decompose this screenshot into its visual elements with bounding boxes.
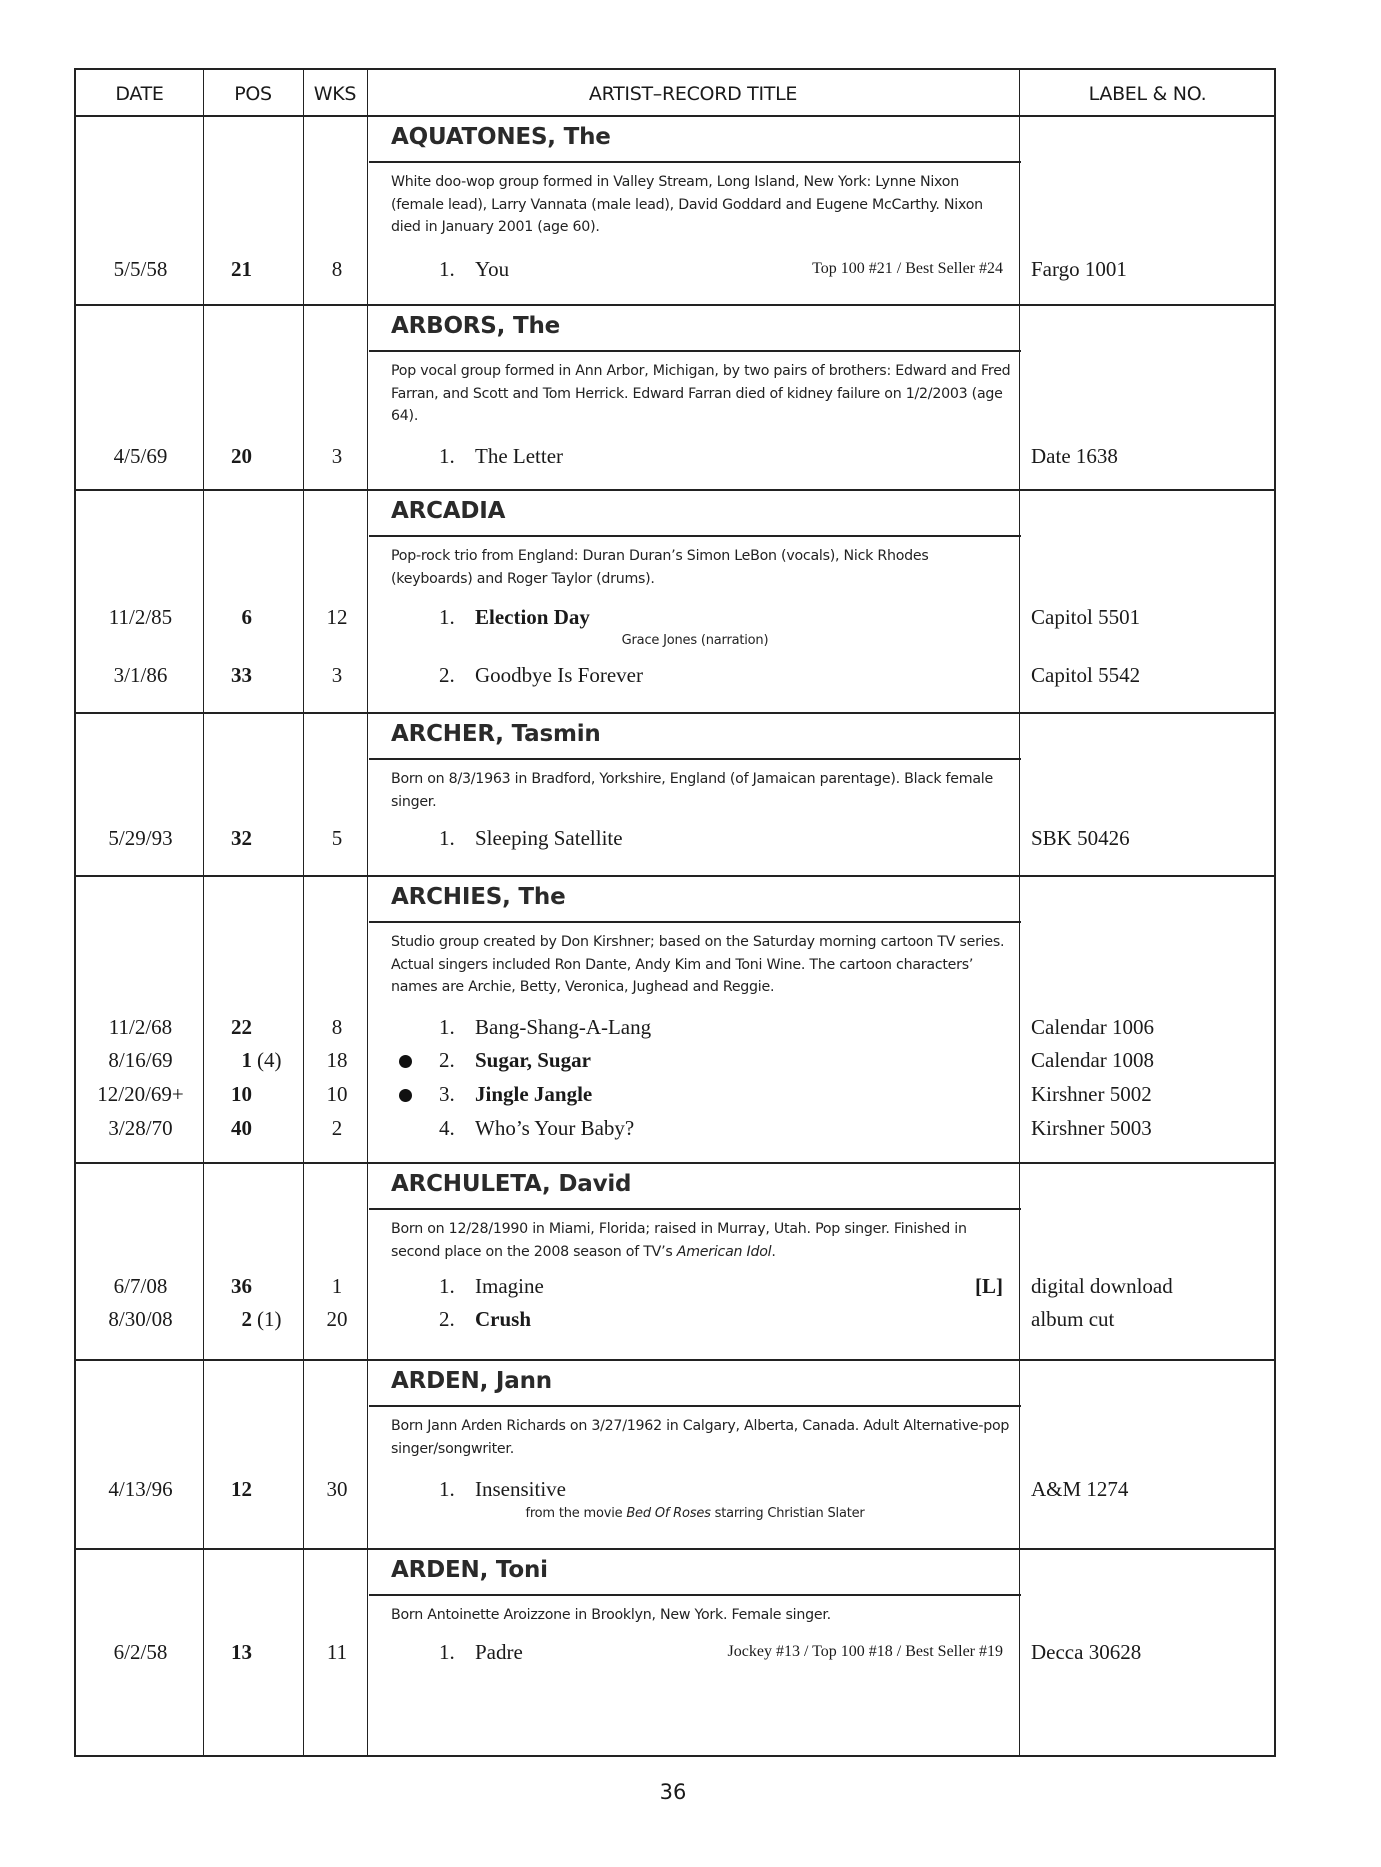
page-number: 36 xyxy=(659,1780,687,1804)
record-label: album cut xyxy=(1031,1307,1115,1331)
chart-date: 8/16/69 xyxy=(108,1048,173,1072)
column-header-label-no: LABEL & NO. xyxy=(1088,82,1207,105)
chart-date: 5/5/58 xyxy=(113,257,168,281)
artist-entry xyxy=(76,1164,1274,1359)
song-subnote: Grace Jones (narration) xyxy=(621,633,769,648)
peak-position xyxy=(205,824,305,852)
record-label: Kirshner 5003 xyxy=(1031,1116,1152,1140)
chart-note: Top 100 #21 / Best Seller #24 xyxy=(812,260,1003,277)
peak-position xyxy=(205,1046,305,1074)
chart-date: 8/30/08 xyxy=(108,1307,173,1331)
peak-position xyxy=(205,1013,305,1041)
weeks-charted: 2 xyxy=(331,1116,343,1140)
movie-title: Bed Of Roses xyxy=(626,1506,711,1521)
song-number: 1. xyxy=(439,1015,455,1039)
peak-position xyxy=(205,1114,305,1142)
peak-position xyxy=(205,1475,305,1503)
artist-header xyxy=(369,117,1021,163)
record-label: digital download xyxy=(1031,1274,1173,1298)
artist-bio: White doo-wop group formed in Valley Stream, Long Island, New York: Lynne Nixon (female lead), Larry Vannata (male lead), David Goddard and Eugene McCarthy. Nixon died in January 2001 (age 60). xyxy=(391,174,983,235)
artist-bio xyxy=(391,1218,1011,1263)
record-label: Fargo 1001 xyxy=(1031,257,1127,281)
chart-date: 11/2/85 xyxy=(108,605,173,629)
song-title: Sleeping Satellite xyxy=(475,826,623,850)
artist-bio: Pop vocal group formed in Ann Arbor, Michigan, by two pairs of brothers: Edward and Fred Farran, and Scott and Tom Herrick. Edward Farran died of kidney failure on 1/2/2003 (age 64). xyxy=(391,363,1011,424)
chart-date: 11/2/68 xyxy=(108,1015,173,1039)
record-label: Capitol 5542 xyxy=(1031,663,1141,687)
artist-bio: Studio group created by Don Kirshner; based on the Saturday morning cartoon TV series. Actual singers included Ron Dante, Andy Kim and Toni Wine. The cartoon characters’ names are Archie, Betty, Veronica, Jughead and Reggie. xyxy=(391,934,1005,995)
peak-position xyxy=(205,255,305,283)
position-value: 40 xyxy=(231,1116,252,1140)
peak-position xyxy=(205,661,305,689)
position-value: 20 xyxy=(231,444,252,468)
position-value: 32 xyxy=(231,826,252,850)
artist-bio: Born Jann Arden Richards on 3/27/1962 in Calgary, Alberta, Canada. Adult Alternative-pop singer/songwriter. xyxy=(391,1418,1010,1457)
weeks-charted: 12 xyxy=(326,605,348,629)
peak-position xyxy=(205,1638,305,1666)
artist-entry xyxy=(76,306,1274,489)
song-number: 1. xyxy=(439,1477,455,1501)
song-number: 1. xyxy=(439,826,455,850)
artist-header xyxy=(369,1361,1021,1407)
record-label: Decca 30628 xyxy=(1031,1640,1142,1664)
position-value: 12 xyxy=(231,1477,252,1501)
position-value: 22 xyxy=(231,1015,252,1039)
artist-header xyxy=(369,1164,1021,1210)
weeks-at-peak: (1) xyxy=(257,1307,282,1331)
song-title: Jingle Jangle xyxy=(475,1082,593,1106)
song-title: Padre xyxy=(475,1640,523,1664)
chart-date: 6/2/58 xyxy=(113,1640,168,1664)
artist-name: ARDEN, Toni xyxy=(391,1557,548,1583)
weeks-charted: 30 xyxy=(326,1477,348,1501)
position-value: 6 xyxy=(241,605,252,629)
song-number: 1. xyxy=(439,605,455,629)
song-title: The Letter xyxy=(475,444,564,468)
gold-record-bullet-icon xyxy=(399,1089,412,1102)
artist-entry xyxy=(76,117,1274,306)
artist-header xyxy=(369,714,1021,760)
weeks-charted: 5 xyxy=(331,826,343,850)
artist-bio: Born on 8/3/1963 in Bradford, Yorkshire, England (of Jamaican parentage). Black female singer. xyxy=(391,771,993,810)
artist-bio: Pop-rock trio from England: Duran Duran’s Simon LeBon (vocals), Nick Rhodes (keyboards) and Roger Taylor (drums). xyxy=(391,548,929,587)
chart-note: Jockey #13 / Top 100 #18 / Best Seller #19 xyxy=(727,1643,1003,1660)
song-title: Crush xyxy=(475,1307,532,1331)
position-value: 10 xyxy=(231,1082,252,1106)
artist-header xyxy=(369,877,1021,923)
column-header-pos: POS xyxy=(234,82,272,105)
artist-header xyxy=(369,306,1021,352)
artist-entry xyxy=(76,877,1274,1162)
artist-name: ARDEN, Jann xyxy=(391,1368,552,1394)
song-title: Who’s Your Baby? xyxy=(475,1116,635,1140)
chart-date: 3/1/86 xyxy=(113,663,168,687)
artist-entry xyxy=(76,1550,1274,1755)
gold-record-bullet-icon xyxy=(399,1055,412,1068)
weeks-charted: 1 xyxy=(331,1274,343,1298)
chart-date: 12/20/69+ xyxy=(97,1082,184,1106)
song-number: 1. xyxy=(439,1640,455,1664)
song-number: 4. xyxy=(439,1116,455,1140)
song-number: 1. xyxy=(439,257,455,281)
song-number: 1. xyxy=(439,444,455,468)
bio-text: Born on 12/28/1990 in Miami, Florida; raised in Murray, Utah. Pop singer. Finished in second place on the 2008 season of TV’s xyxy=(391,1221,967,1260)
peak-position xyxy=(205,603,305,631)
song-number: 2. xyxy=(439,1048,455,1072)
weeks-charted: 3 xyxy=(331,663,343,687)
song-number: 2. xyxy=(439,663,455,687)
artist-name: ARCHULETA, David xyxy=(391,1171,632,1197)
chart-date: 6/7/08 xyxy=(113,1274,168,1298)
song-number: 3. xyxy=(439,1082,455,1106)
artist-name: ARCHIES, The xyxy=(391,884,566,910)
position-value: 21 xyxy=(231,257,252,281)
weeks-charted: 11 xyxy=(326,1640,348,1664)
record-label: Calendar 1006 xyxy=(1031,1015,1155,1039)
record-label: Kirshner 5002 xyxy=(1031,1082,1152,1106)
artist-header xyxy=(369,491,1021,537)
weeks-at-peak: (4) xyxy=(257,1048,282,1072)
live-tag: [L] xyxy=(975,1274,1003,1298)
artist-entry xyxy=(76,1361,1274,1548)
artist-bio: Born Antoinette Aroizzone in Brooklyn, New York. Female singer. xyxy=(391,1607,831,1623)
peak-position xyxy=(205,442,305,470)
song-subnote xyxy=(369,1506,1021,1521)
position-value: 1 xyxy=(241,1048,252,1072)
column-header-date: DATE xyxy=(115,82,164,105)
record-label: Calendar 1008 xyxy=(1031,1048,1155,1072)
peak-position xyxy=(205,1305,305,1333)
bio-text: . xyxy=(771,1243,776,1260)
artist-entry xyxy=(76,491,1274,712)
artist-name: ARCHER, Tasmin xyxy=(391,721,601,747)
record-label: Date 1638 xyxy=(1031,444,1118,468)
peak-position xyxy=(205,1272,305,1300)
chart-date: 5/29/93 xyxy=(108,826,173,850)
weeks-charted: 10 xyxy=(326,1082,348,1106)
weeks-charted: 18 xyxy=(326,1048,348,1072)
song-title: Imagine xyxy=(475,1274,544,1298)
column-header-wks: WKS xyxy=(313,82,357,105)
peak-position xyxy=(205,1080,305,1108)
record-label: Capitol 5501 xyxy=(1031,605,1141,629)
song-title: Sugar, Sugar xyxy=(475,1048,591,1072)
subnote-text: from the movie xyxy=(525,1506,627,1521)
chart-date: 3/28/70 xyxy=(108,1116,173,1140)
weeks-charted: 8 xyxy=(331,1015,343,1039)
record-label: A&M 1274 xyxy=(1031,1477,1129,1501)
subnote-text: starring Christian Slater xyxy=(710,1506,865,1521)
chart-date: 4/5/69 xyxy=(113,444,168,468)
song-title: Insensitive xyxy=(475,1477,566,1501)
artist-name: ARBORS, The xyxy=(391,313,561,339)
chart-date: 4/13/96 xyxy=(108,1477,173,1501)
song-number: 1. xyxy=(439,1274,455,1298)
position-value: 36 xyxy=(231,1274,252,1298)
song-title: Goodbye Is Forever xyxy=(475,663,643,687)
artist-entry xyxy=(76,714,1274,875)
artist-header xyxy=(369,1550,1021,1596)
artist-name: ARCADIA xyxy=(391,498,506,524)
weeks-charted: 20 xyxy=(326,1307,348,1331)
song-title: Election Day xyxy=(475,605,590,629)
bio-italic-title: American Idol xyxy=(676,1243,772,1260)
position-value: 2 xyxy=(241,1307,252,1331)
chart-table xyxy=(74,68,1276,1757)
position-value: 33 xyxy=(231,663,252,687)
position-value: 13 xyxy=(231,1640,252,1664)
record-label: SBK 50426 xyxy=(1031,826,1130,850)
weeks-charted: 3 xyxy=(331,444,343,468)
weeks-charted: 8 xyxy=(331,257,343,281)
artist-name: AQUATONES, The xyxy=(391,124,611,150)
song-number: 2. xyxy=(439,1307,455,1331)
song-title: You xyxy=(475,257,510,281)
song-title: Bang-Shang-A-Lang xyxy=(475,1015,652,1039)
column-header-artist-record-title: ARTIST–RECORD TITLE xyxy=(588,82,798,105)
